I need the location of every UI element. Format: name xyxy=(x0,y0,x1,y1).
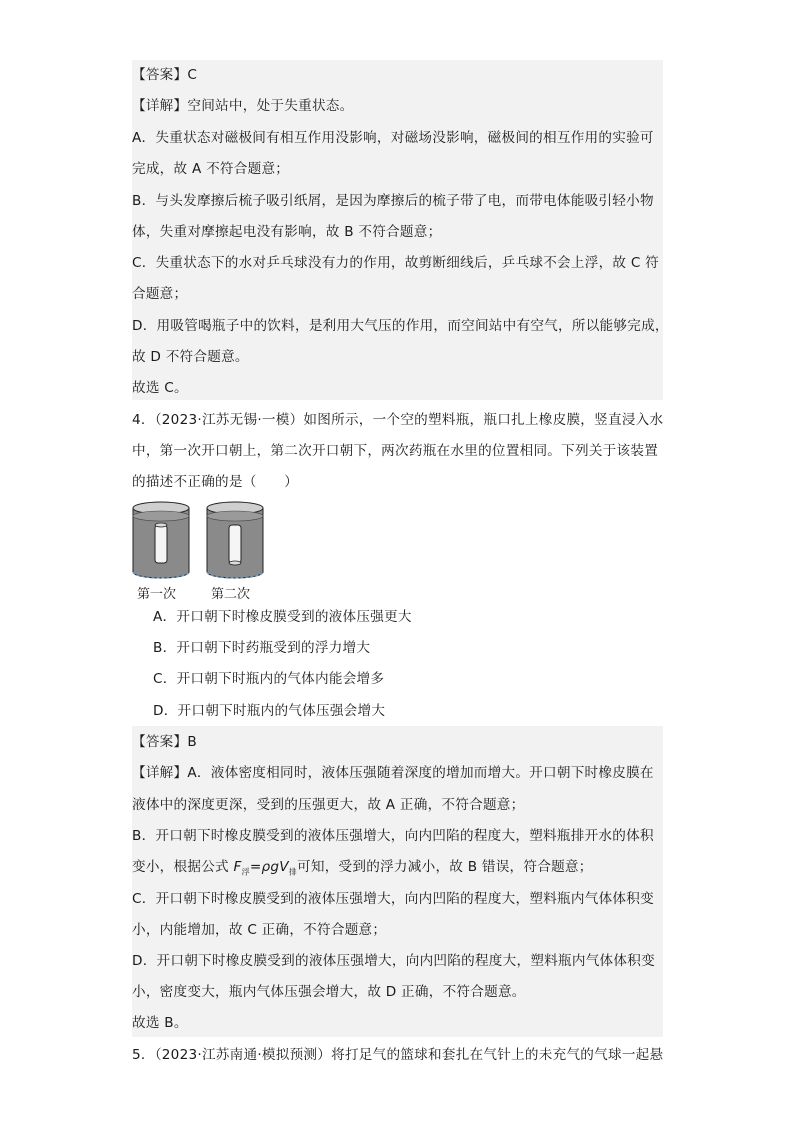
option-d: D．开口朝下时瓶内的气体压强会增大 xyxy=(153,703,386,719)
option-a: A．开口朝下时橡皮膜受到的液体压强更大 xyxy=(153,609,412,625)
detail-3-b-line1: B．与头发摩擦后梳子吸引纸屑，是因为摩擦后的梳子带了电，而带电体能吸引轻小物 xyxy=(132,193,654,209)
detail-3-a-line2: 完成，故 A 不符合题意； xyxy=(132,161,290,177)
detail-4-d-line1: D．开口朝下时橡皮膜受到的液体压强增大，向内凹陷的程度大，塑料瓶内气体体积变 xyxy=(132,953,655,969)
beaker-second xyxy=(207,502,263,578)
detail-3-d-line1: D．用吸管喝瓶子中的饮料，是利用大气压的作用，而空间站中有空气，所以能够完成， xyxy=(132,318,669,334)
b2-pre: 变小，根据公式 xyxy=(132,859,234,875)
b2-post: 可知，受到的浮力减小，故 B 错误，符合题意； xyxy=(297,859,593,875)
question-4-stem-line3: 的描述不正确的是（ ） xyxy=(132,474,299,490)
detail-4-b-line2 xyxy=(132,857,593,883)
detail-4-line1: 【详解】A．液体密度相同时，液体压强随着深度的增加而增大。开口朝下时橡皮膜在 xyxy=(132,765,654,781)
detail-3-c-line2: 合题意； xyxy=(132,286,188,302)
detail-3-b-line2: 体，失重对摩擦起电没有影响，故 B 不符合题意； xyxy=(132,224,442,240)
formula-sub-buoyancy: 浮 xyxy=(241,867,250,877)
choose-4: 故选 B。 xyxy=(132,1015,188,1031)
detail-3-d-line2: 故 D 不符合题意。 xyxy=(132,349,249,365)
answer-4: 【答案】B xyxy=(132,734,197,750)
answer-3: 【答案】C xyxy=(132,67,198,83)
formula-F: F xyxy=(233,859,242,875)
detail-4-c-line1: C．开口朝下时橡皮膜受到的液体压强增大，向内凹陷的程度大，塑料瓶内气体体积变 xyxy=(132,891,654,907)
question-5-stem-line1: 5．（2023·江苏南通·模拟预测）将打足气的篮球和套扎在气针上的未充气的气球一起悬 xyxy=(132,1047,664,1063)
question-4-stem-line2: 中，第一次开口朝上，第二次开口朝下，两次药瓶在水里的位置相同。下列关于该装置 xyxy=(132,443,659,459)
option-c: C．开口朝下时瓶内的气体内能会增多 xyxy=(153,671,385,687)
formula-rho-g-v: =ρgV xyxy=(249,859,289,875)
detail-3-a-line1: A．失重状态对磁极间有相互作用没影响，对磁场没影响，磁极间的相互作用的实验可 xyxy=(132,130,654,146)
detail-4-line2: 液体中的深度更深，受到的压强更大，故 A 正确，不符合题意； xyxy=(132,797,525,813)
figure-label-first: 第一次 xyxy=(137,587,177,602)
option-b: B．开口朝下时药瓶受到的浮力增大 xyxy=(153,640,371,656)
question-4-stem-line1: 4．（2023·江苏无锡·一模）如图所示，一个空的塑料瓶，瓶口扎上橡皮膜，竖直浸入水 xyxy=(132,412,664,428)
bottle-figure xyxy=(128,495,288,605)
detail-4-b-line1: B．开口朝下时橡皮膜受到的液体压强增大，向内凹陷的程度大，塑料瓶排开水的体积 xyxy=(132,828,654,844)
detail-4-d-line2: 小，密度变大，瓶内气体压强会增大，故 D 正确，不符合题意。 xyxy=(132,984,526,1000)
detail-3-c-line1: C．失重状态下的水对乒乓球没有力的作用，故剪断细线后，乒乓球不会上浮，故 C 符 xyxy=(132,255,659,271)
figure-label-second: 第二次 xyxy=(211,587,251,602)
detail-3: 【详解】空间站中，处于失重状态。 xyxy=(132,98,354,114)
choose-3: 故选 C。 xyxy=(132,380,188,396)
beaker-first xyxy=(133,502,189,578)
detail-4-c-line2: 小，内能增加，故 C 正确，不符合题意； xyxy=(132,922,387,938)
formula-sub-displaced: 排 xyxy=(288,867,298,877)
